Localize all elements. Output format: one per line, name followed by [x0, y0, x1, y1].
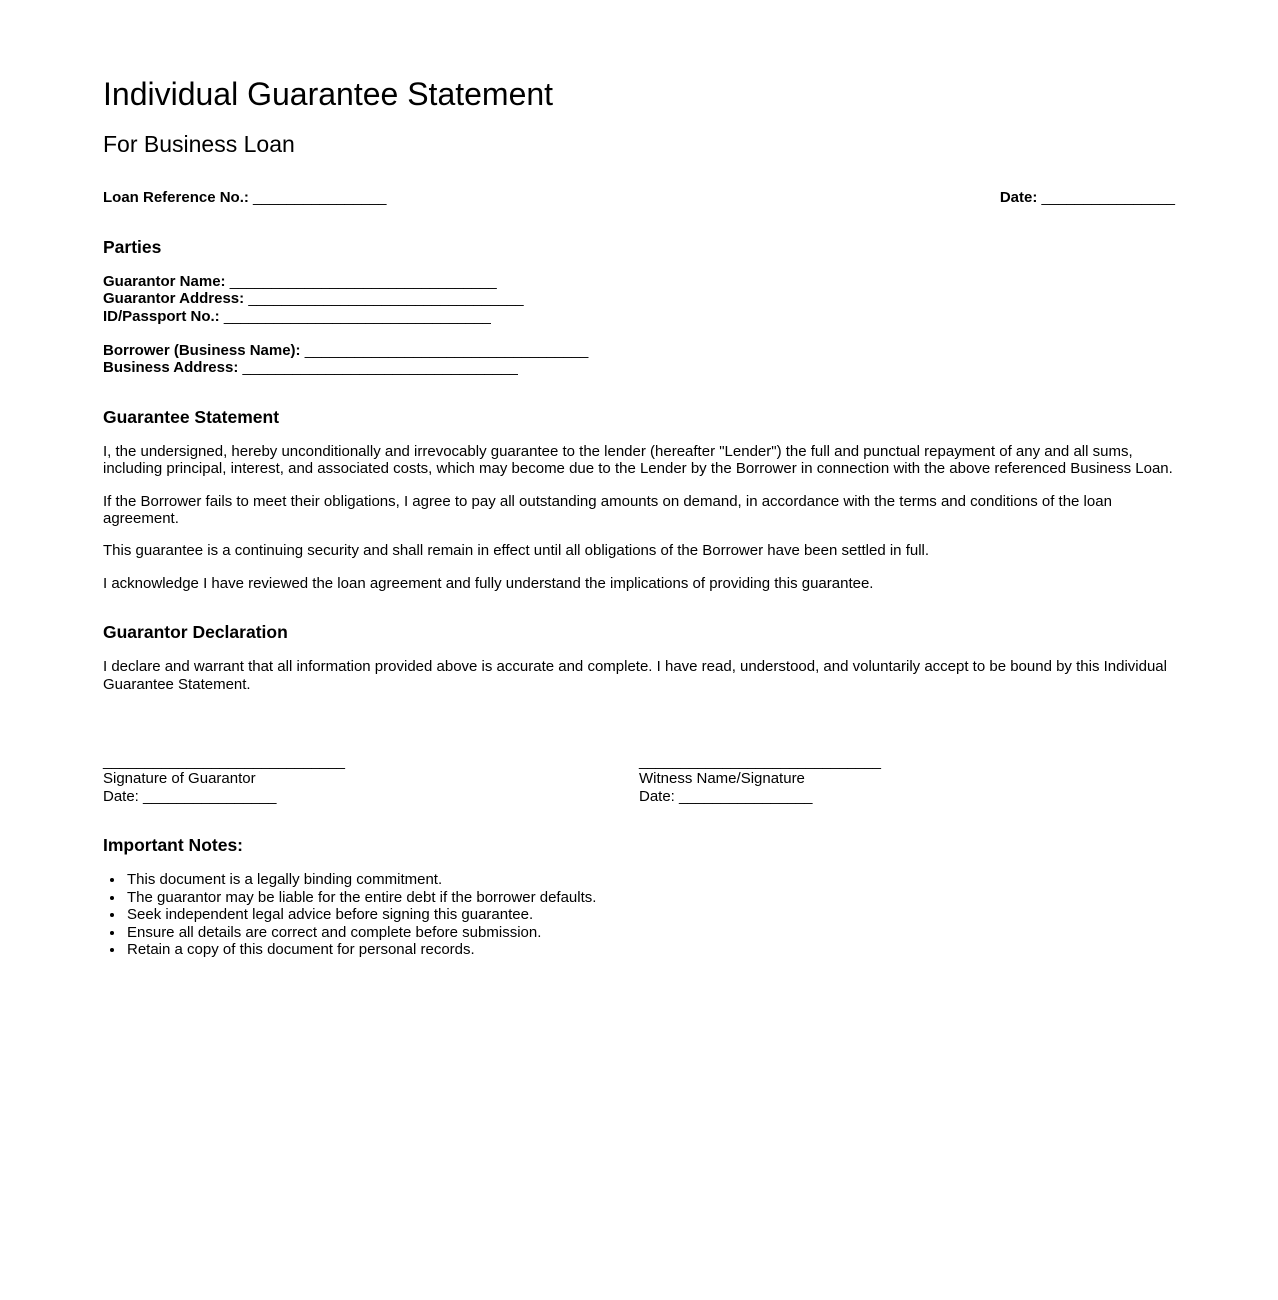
- note-item: • Seek independent legal advice before signing this guarantee.: [125, 906, 1175, 923]
- id-passport-label: ID/Passport No.:: [103, 307, 220, 325]
- borrower-name-label: Borrower (Business Name):: [103, 341, 301, 359]
- id-passport-blank: ________________________________: [223, 307, 491, 325]
- borrower-fields-group: [103, 342, 1175, 377]
- guarantee-paragraph-4: I acknowledge I have reviewed the loan agreement and fully understand the implications of providing this guarantee.: [103, 574, 874, 592]
- guarantor-date-blank: ________________: [143, 787, 277, 805]
- parties-heading: Parties: [103, 236, 162, 257]
- date-field: [1000, 189, 1175, 206]
- note-item: • The guarantor may be liable for the entire debt if the borrower defaults.: [125, 889, 1175, 906]
- witness-signature-line: _____________________________: [639, 753, 881, 771]
- date-label: Date:: [999, 189, 1038, 207]
- guarantee-statement-heading: Guarantee Statement: [103, 406, 280, 427]
- guarantee-paragraph-2: If the Borrower fails to meet their obligations, I agree to pay all outstanding amounts on demand, in accordance with the terms and conditions of the loan agreement.: [103, 492, 1112, 527]
- declaration-paragraph: I declare and warrant that all information provided above is accurate and complete. I have read, understood, and voluntarily accept to be bound by this Individual Guarantee Statement.: [103, 658, 1167, 693]
- guarantor-signature-line: _____________________________: [103, 753, 345, 771]
- loan-reference-blank: ________________: [253, 189, 387, 207]
- document-subtitle: For Business Loan: [103, 130, 295, 157]
- borrower-name-blank: __________________________________: [304, 341, 589, 359]
- guarantor-name-blank: ________________________________: [229, 272, 497, 290]
- borrower-name-field: [103, 342, 1175, 359]
- signature-block: [103, 753, 1175, 805]
- witness-date-blank: ________________: [679, 787, 813, 805]
- guarantor-name-field: [103, 273, 1175, 290]
- date-blank: ________________: [1041, 189, 1175, 207]
- note-item: • This document is a legally binding commitment.: [125, 871, 1175, 888]
- guarantor-address-blank: _________________________________: [248, 290, 524, 308]
- witness-signature-caption: Witness Name/Signature: [639, 770, 805, 788]
- guarantor-signature-caption: Signature of Guarantor: [103, 770, 256, 788]
- guarantor-address-label: Guarantor Address:: [103, 290, 245, 308]
- important-notes-heading: Important Notes:: [103, 835, 243, 856]
- loan-reference-label: Loan Reference No.:: [103, 189, 249, 207]
- guarantor-name-label: Guarantor Name:: [103, 272, 226, 290]
- guarantor-address-field: [103, 290, 1175, 307]
- guarantor-signature-date-field: [103, 788, 639, 805]
- note-item: • Retain a copy of this document for personal records.: [125, 941, 1175, 958]
- guarantor-fields-group: [103, 273, 1175, 325]
- witness-date-label: Date:: [639, 787, 675, 805]
- guarantor-date-label: Date:: [103, 787, 139, 805]
- important-notes-list: [103, 871, 1175, 958]
- document-title: Individual Guarantee Statement: [103, 76, 554, 112]
- business-address-label: Business Address:: [103, 359, 239, 377]
- witness-signature-column: [639, 753, 1175, 805]
- guarantor-declaration-heading: Guarantor Declaration: [103, 622, 288, 643]
- guarantee-paragraph-3: This guarantee is a continuing security and shall remain in effect until all obligations of the Borrower have been settled in full.: [103, 542, 930, 560]
- witness-signature-date-field: [639, 788, 1175, 805]
- loan-reference-field: [103, 189, 387, 206]
- reference-date-row: [103, 189, 1175, 206]
- id-passport-field: [103, 308, 1175, 325]
- guarantee-paragraph-1: I, the undersigned, hereby unconditionally and irrevocably guarantee to the lender (hereafter "Lender") the full and punctual repayment of any and all sums, including principal, interest, and associated costs, which may become due to the Lender by the Borrower in connection with the above referenced Business Loan.: [103, 442, 1173, 478]
- business-address-blank: _________________________________: [242, 359, 518, 377]
- business-address-field: [103, 359, 1175, 376]
- guarantor-signature-column: [103, 753, 639, 805]
- note-item: • Ensure all details are correct and complete before submission.: [125, 924, 1175, 941]
